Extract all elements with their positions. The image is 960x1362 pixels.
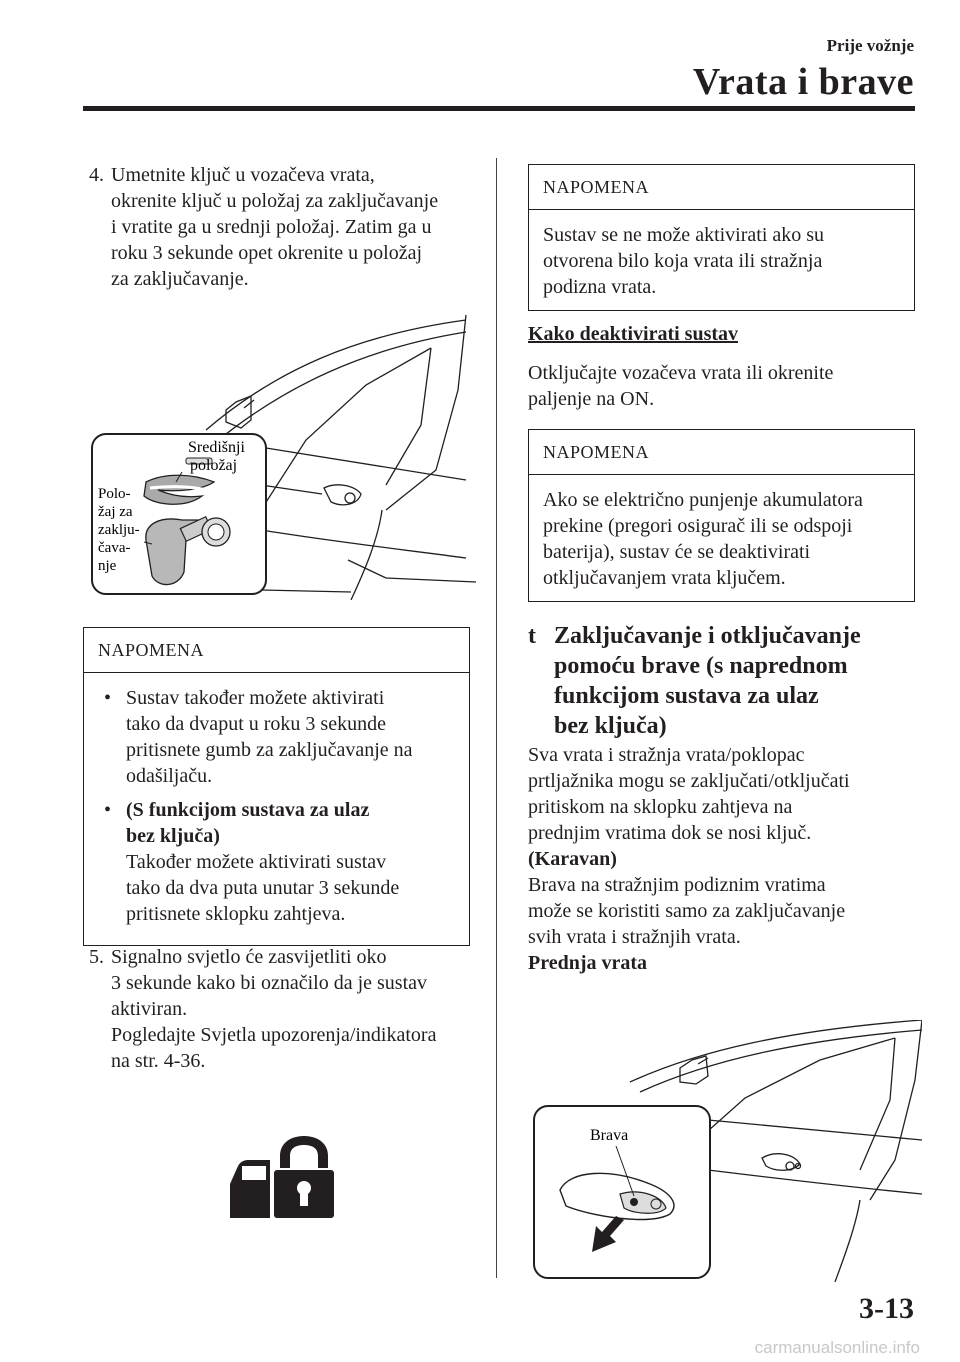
note-line: tako da dvaput u roku 3 sekunde xyxy=(126,713,386,735)
section-header: Prije vožnje xyxy=(826,36,914,55)
note-line-bold: bez ključa) xyxy=(126,825,220,847)
note-line: Sustav se ne može aktivirati ako su xyxy=(543,224,825,246)
note-line: pritisnete gumb za zaključavanje na xyxy=(126,739,413,761)
step-4-line: okrenite ključ u položaj za zaključavanje xyxy=(111,190,439,212)
body-line: Brava na stražnjim podiznim vratima xyxy=(528,874,826,896)
note-line: pritisnete sklopku zahtjeva. xyxy=(126,903,346,925)
body-line: može se koristiti samo za zaključavanje xyxy=(528,900,846,922)
note-line: Ako se električno punjenje akumulatora xyxy=(543,489,863,511)
door-lock-illustration xyxy=(530,1020,922,1282)
key-lock-illustration xyxy=(86,310,476,600)
security-indicator-icon xyxy=(226,1136,336,1218)
note-line: podizna vrata. xyxy=(543,276,657,298)
note-line: tako da dva puta unutar 3 sekunde xyxy=(126,877,400,899)
note-heading: NAPOMENA xyxy=(529,165,914,210)
page-title: Vrata i brave xyxy=(692,61,914,103)
body-line: svih vrata i stražnjih vrata. xyxy=(528,926,741,948)
column-divider xyxy=(496,158,497,1278)
note-line: Također možete aktivirati sustav xyxy=(126,851,387,873)
label-center-position: Središnji xyxy=(188,439,245,456)
step-4-number: 4. xyxy=(89,164,104,186)
note-line: odašiljaču. xyxy=(126,765,213,787)
section-title-line: funkcijom sustava za ulaz xyxy=(554,683,819,709)
deactivate-heading: Kako deaktivirati sustav xyxy=(528,323,739,345)
note-box-3 xyxy=(528,429,915,602)
note-line-bold: • (S funkcijom sustava za ulaz xyxy=(126,799,370,821)
step-5-line: aktiviran. xyxy=(111,998,188,1020)
label-lock-position-2: žaj za xyxy=(98,504,133,520)
section-title xyxy=(528,621,918,741)
label-lock-position-3: zaklju- xyxy=(98,522,140,538)
step-4-line: i vratite ga u srednji položaj. Zatim ga u xyxy=(111,216,432,238)
section-title-line: Zaključavanje i otključavanje xyxy=(554,623,861,649)
section-title-line: bez ključa) xyxy=(554,713,667,739)
step-4-line: roku 3 sekunde opet okrenite u položaj xyxy=(111,242,423,264)
note-box-2 xyxy=(528,164,915,311)
note-heading: NAPOMENA xyxy=(84,628,469,673)
section-marker: t xyxy=(528,623,536,649)
body-line: prednjim vratima dok se nosi ključ. xyxy=(528,822,812,844)
note-line: baterija), sustav će se deaktivirati xyxy=(543,541,811,563)
step-4 xyxy=(83,162,483,292)
step-5-reference-link: Pogledajte Svjetla upozorenja/indikatora xyxy=(111,1024,437,1046)
label-lock-position: Polo- xyxy=(98,486,131,502)
note-heading: NAPOMENA xyxy=(529,430,914,475)
step-4-line: za zaključavanje. xyxy=(111,268,249,290)
step-5-line: Signalno svjetlo će zasvijetliti oko xyxy=(111,946,387,968)
karavan-heading: (Karavan) xyxy=(528,848,617,870)
body-line: prtljažnika mogu se zaključati/otključati xyxy=(528,770,850,792)
section-body xyxy=(528,742,918,976)
note-bullet xyxy=(98,797,455,927)
front-door-heading: Prednja vrata xyxy=(528,952,648,974)
footer-watermark: carmanualsonline.info xyxy=(754,1338,920,1357)
note-line: otvorena bilo koja vrata ili stražnja xyxy=(543,250,823,272)
step-4-line: Umetnite ključ u vozačeva vrata, xyxy=(111,164,375,186)
section-title-line: pomoću brave (s naprednom xyxy=(554,653,848,679)
step-5-line: 3 sekunde kako bi označilo da je sustav xyxy=(111,972,428,994)
note-line: prekine (pregori osigurač ili se odspoji xyxy=(543,515,853,537)
body-line: Sva vrata i stražnja vrata/poklopac xyxy=(528,744,805,766)
step-5-number: 5. xyxy=(89,946,104,968)
step-5 xyxy=(83,944,483,1074)
label-lock: Brava xyxy=(590,1127,629,1144)
deactivate-line: Otključajte vozačeva vrata ili okrenite xyxy=(528,362,834,384)
deactivate-text xyxy=(528,360,918,412)
label-lock-position-4: čava- xyxy=(98,540,131,556)
body-line: pritiskom na sklopku zahtjeva na xyxy=(528,796,793,818)
page-number: 3-13 xyxy=(859,1292,914,1325)
header-rule xyxy=(83,106,915,111)
step-5-line: na str. 4-36. xyxy=(111,1050,206,1072)
note-line: otključavanjem vrata ključem. xyxy=(543,567,786,589)
note-box-1 xyxy=(83,627,470,946)
note-line: • Sustav također možete aktivirati xyxy=(126,687,385,709)
label-lock-position-5: nje xyxy=(98,558,117,574)
label-center-position-2: položaj xyxy=(190,457,238,474)
deactivate-line: paljenje na ON. xyxy=(528,388,655,410)
note-bullet xyxy=(98,685,455,789)
